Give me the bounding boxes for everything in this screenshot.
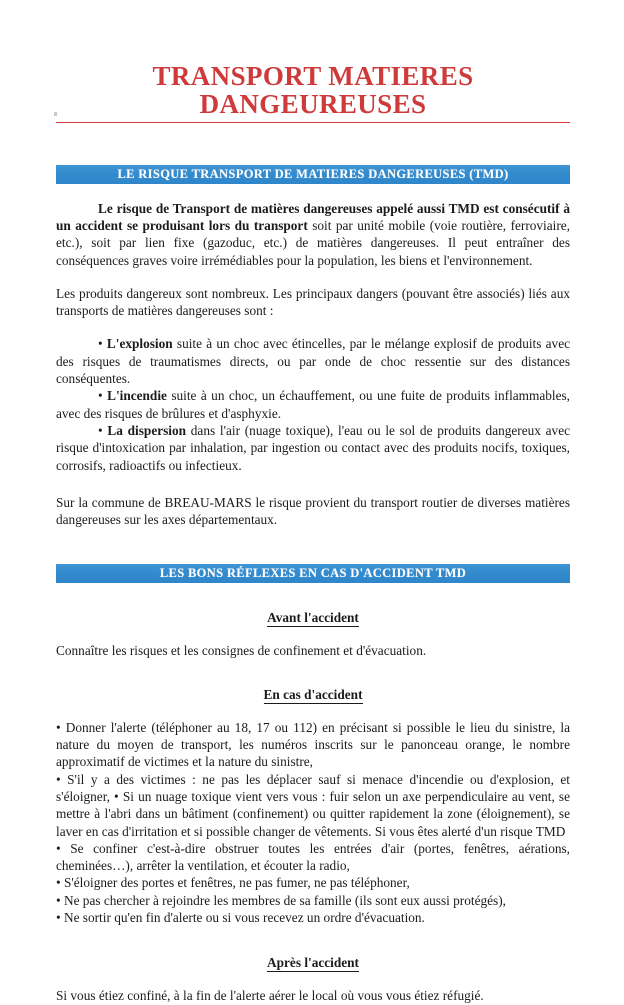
list-item: • S'il y a des victimes : ne pas les déplacer sauf si menace d'incendie ou d'explosion, et s'éloigner, • Si un nuage toxique vient vers vous : fuir selon un axe perpendiculaire au vent, se mettre à l'abri dans un bâtiment (confinement) ou quitter rapidement la zone (éloignement), se laver en cas d'irritation et si possible changer de vêtements. Si vous êtes alerté d'un risque TMD [56,771,570,839]
subheading-avant-accident [56,609,570,626]
intro-paragraph [56,200,570,269]
page-title-text: TRANSPORT MATIERES DANGEUREUSES [56,62,570,123]
bullet-text: suite à un choc, un échauffement, ou une fuite de produits inflammables, avec des risques de brûlures et d'asphyxie. [56,388,570,421]
page-title [56,0,570,123]
section-banner-reflexes: LES BONS RÉFLEXES EN CAS D'ACCIDENT TMD [56,564,570,583]
subheading-avant-accident-text: Avant l'accident [267,610,359,626]
dangers-intro-paragraph: Les produits dangereux sont nombreux. Les principaux dangers (pouvant être associés) liés aux transports de matières dangereuses sont : [56,285,570,319]
list-item: • Ne sortir qu'en fin d'alerte ou si vous recevez un ordre d'évacuation. [56,910,425,925]
bullet-item-dispersion [56,422,570,474]
list-item: • S'éloigner des portes et fenêtres, ne pas fumer, ne pas téléphoner, [56,875,410,891]
bullet-term: La dispersion [107,422,187,438]
en-cas-accident-list [56,719,570,927]
commune-note-paragraph: Sur la commune de BREAU-MARS le risque provient du transport routier de diverses matières dangereuses sur les axes départementaux. [56,494,570,528]
list-item: • Ne pas chercher à rejoindre les membres de sa famille (ils sont eux aussi protégés), [56,892,506,908]
apres-accident-text: Si vous étiez confiné, à la fin de l'alerte aérer le local où vous vous étiez réfugié. [56,988,484,1004]
subheading-apres-accident [56,954,570,971]
bullet-term: L'incendie [107,388,167,404]
subheading-en-cas-accident [56,686,570,703]
bullet-term: L'explosion [106,336,173,352]
document-content [56,0,570,1005]
subheading-en-cas-accident-text: En cas d'accident [263,686,363,702]
bullet-item-incendie [56,387,570,422]
subheading-apres-accident-text: Après l'accident [267,955,359,971]
dangers-bullet-list [56,335,570,473]
bullet-text: dans l'air (nuage toxique), l'eau ou le sol de produits dangereux avec risque d'intoxication par inhalation, par ingestion ou contact avec des produits nocifs, toxiques, corrosifs, radioactifs ou infectieux. [56,422,571,473]
bullet-marker: • [98,422,103,438]
list-item: • Donner l'alerte (téléphoner au 18, 17 ou 112) en précisant si possible le lieu du sinistre, la nature du moyen de transport, les numéros inscrits sur le panonceau orange, le nombre approximatif de victimes et la nature du sinistre, [56,719,570,770]
bullet-marker: • [98,388,103,404]
bullet-item-explosion [56,335,570,387]
list-item: • Se confiner c'est-à-dire obstruer toutes les entrées d'air (portes, fenêtres, aérations, cheminées…), arrêter la ventilation, et écouter la radio, [56,840,570,874]
section-banner-risque: LE RISQUE TRANSPORT DE MATIERES DANGEREUSES (TMD) [56,165,570,184]
avant-accident-text: Connaître les risques et les consignes de confinement et d'évacuation. [56,643,427,659]
bullet-marker: • [98,336,103,352]
bullet-text: suite à un choc avec étincelles, par le mélange explosif de produits avec des risques de traumatismes directs, ou par onde de choc ressentie sur des distances conséquentes. [56,336,570,387]
intro-rest: soit par unité mobile (voie routière, ferroviaire, etc.), soit par lien fixe (gazoduc, etc.) de matières dangereuses. Il peut entraîner des conséquences graves voire irrémédiables pour la population, les biens et l'environnement. [56,217,570,268]
intro-bold-lead: Le risque de Transport de matières dangereuses appelé aussi TMD est consécutif à un accident se produisant lors du transport [56,200,570,233]
